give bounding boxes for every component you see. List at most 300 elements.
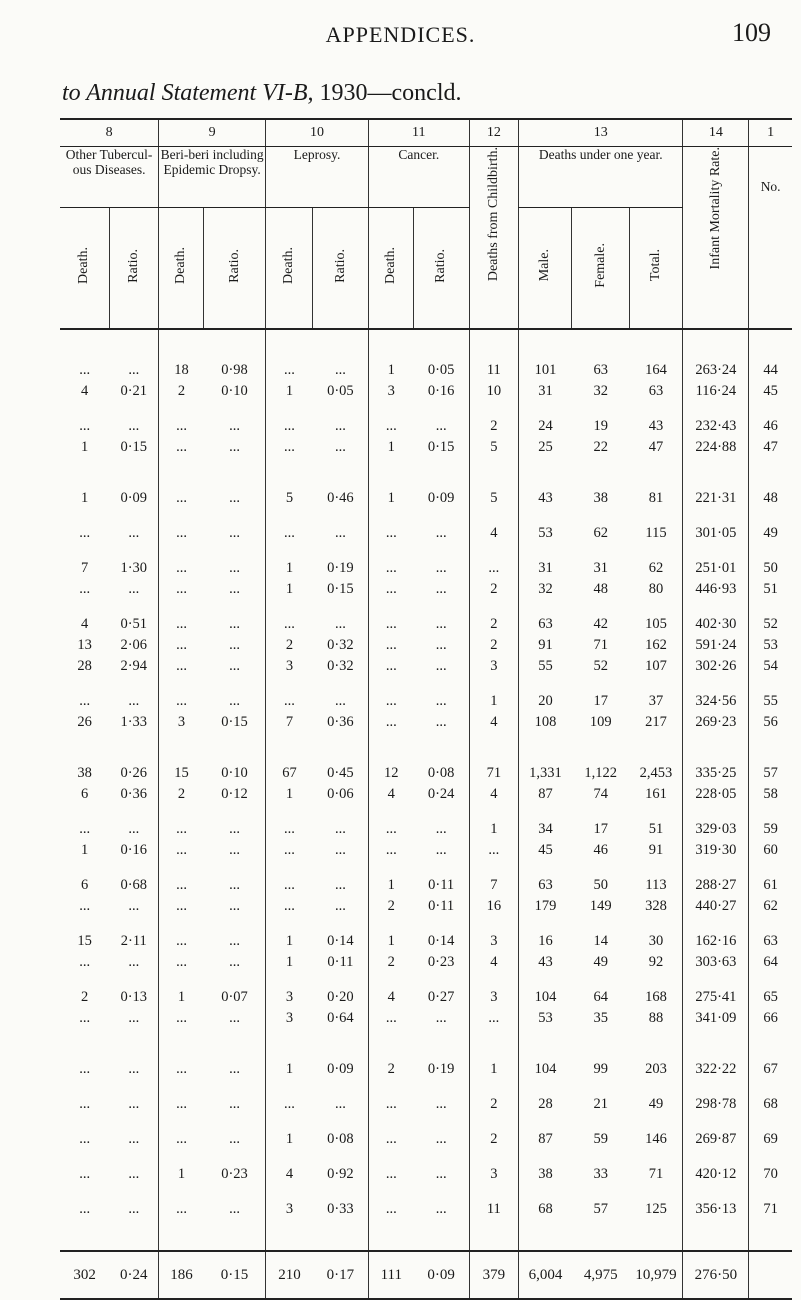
total-cell: 0·15 <box>204 1251 266 1299</box>
table-cell: 18 <box>159 360 204 381</box>
table-caption <box>62 80 462 107</box>
table-cell: 45 <box>749 381 792 402</box>
table-cell: ... <box>159 875 204 896</box>
spacer-row <box>60 1115 792 1129</box>
table-cell: 356·13 <box>683 1199 749 1220</box>
table-cell: 0·27 <box>427 989 455 1005</box>
table-cell: ... <box>368 635 413 656</box>
table-cell: 64 <box>749 952 792 973</box>
table-cell: 64 <box>593 989 608 1005</box>
table-cell: ... <box>266 416 313 437</box>
table-cell: ... <box>368 819 413 840</box>
col-number: 8 <box>60 119 159 147</box>
table-cell: ... <box>334 525 346 541</box>
table-cell: 63 <box>749 931 792 952</box>
table-cell: 0·15 <box>427 439 455 455</box>
table-cell: ... <box>79 581 91 597</box>
table-cell: 3 <box>469 656 518 677</box>
table-cell: 203 <box>645 1061 667 1077</box>
caption-year: 1930—concld. <box>319 80 462 106</box>
table-cell: ... <box>159 691 204 712</box>
table-cell: 1·33 <box>120 714 148 730</box>
table-cell: 0·09 <box>427 490 455 506</box>
table-cell: 1 <box>266 784 313 805</box>
table-cell: ... <box>229 418 240 434</box>
total-cell: 10,979 <box>630 1251 683 1299</box>
table-cell: 2 <box>81 989 89 1005</box>
header-under-one-year: Deaths under one year. <box>519 147 683 208</box>
sub-female: Female. <box>572 208 630 330</box>
table-cell: 3 <box>266 1008 313 1029</box>
table-cell: ... <box>435 1201 447 1217</box>
table-row <box>60 579 792 600</box>
table-cell: 420·12 <box>683 1164 749 1185</box>
spacer-row <box>60 917 792 931</box>
table-cell: ... <box>128 362 140 378</box>
table-cell: 232·43 <box>683 416 749 437</box>
table-cell: 1 <box>81 842 89 858</box>
spacer-row <box>60 733 792 763</box>
table-cell: ... <box>435 637 447 653</box>
table-cell: 51 <box>749 579 792 600</box>
table-cell: 168 <box>645 989 667 1005</box>
table-cell: 67 <box>749 1059 792 1080</box>
table-cell: 4 <box>469 784 518 805</box>
table-cell: 38 <box>77 765 92 781</box>
table-cell: 115 <box>645 525 667 541</box>
sub-death: Death. <box>159 208 204 330</box>
table-cell: ... <box>435 842 447 858</box>
table-cell: 0·19 <box>327 560 354 576</box>
total-cell: 6,004 <box>519 1251 572 1299</box>
table-cell: 2 <box>159 784 204 805</box>
table-cell: 0·32 <box>327 658 354 674</box>
sub-death: Death. <box>266 208 313 330</box>
table-cell: 58 <box>749 784 792 805</box>
table-cell: 69 <box>749 1129 792 1150</box>
table-cell: ... <box>368 656 413 677</box>
table-cell: 101 <box>519 360 572 381</box>
table-cell: 32 <box>593 383 608 399</box>
table-cell: 71 <box>648 1166 664 1182</box>
table-cell: 228·05 <box>683 784 749 805</box>
table-cell: 0·10 <box>221 383 248 399</box>
table-cell: 0·14 <box>427 933 455 949</box>
table-cell: 52 <box>593 658 608 674</box>
table-cell: ... <box>435 821 447 837</box>
table-cell: 3 <box>469 987 518 1008</box>
table-cell: ... <box>266 819 313 840</box>
table-cell: 68 <box>519 1199 572 1220</box>
table-cell: ... <box>159 656 204 677</box>
table-cell: 2 <box>469 416 518 437</box>
table-cell: 49 <box>593 954 608 970</box>
table-cell: 0·19 <box>427 1061 455 1077</box>
header-cancer: Cancer. <box>368 147 469 208</box>
table-cell: ... <box>368 1164 413 1185</box>
table-cell: ... <box>334 1096 346 1112</box>
table-cell: 301·05 <box>683 523 749 544</box>
total-cell: 379 <box>469 1251 518 1299</box>
table-cell: ... <box>435 525 447 541</box>
table-cell: ... <box>368 712 413 733</box>
table-row <box>60 614 792 635</box>
col-number: 12 <box>469 119 518 147</box>
total-cell: 0·17 <box>313 1251 369 1299</box>
table-cell: 16 <box>469 896 518 917</box>
table-cell: 44 <box>749 360 792 381</box>
table-cell: 0·12 <box>221 786 248 802</box>
table-row <box>60 416 792 437</box>
table-cell: ... <box>435 1096 447 1112</box>
table-cell: ... <box>229 1131 240 1147</box>
table-cell: 2 <box>469 579 518 600</box>
total-cell: 4,975 <box>572 1251 630 1299</box>
table-cell: 161 <box>645 786 667 802</box>
table-cell: 38 <box>519 1164 572 1185</box>
table-cell: 269·87 <box>683 1129 749 1150</box>
table-cell: 0·09 <box>120 490 148 506</box>
table-cell: 49 <box>648 1096 664 1112</box>
table-cell: 46 <box>749 416 792 437</box>
table-cell: 11 <box>469 360 518 381</box>
spacer-row <box>60 600 792 614</box>
table-cell: 62 <box>648 560 664 576</box>
table-cell: 43 <box>519 952 572 973</box>
table-cell: ... <box>334 821 346 837</box>
table-row <box>60 360 792 381</box>
table-cell: 48 <box>593 581 608 597</box>
table-cell: ... <box>79 898 91 914</box>
spacer-row <box>60 402 792 416</box>
table-cell: ... <box>229 560 240 576</box>
table-cell: 1 <box>81 490 89 506</box>
table-cell: 1 <box>469 691 518 712</box>
table-cell: 5 <box>469 437 518 458</box>
table-cell: 28 <box>519 1094 572 1115</box>
table-cell: ... <box>368 1094 413 1115</box>
table-row <box>60 437 792 458</box>
table-cell: 63 <box>648 383 664 399</box>
table-cell: 0·26 <box>120 765 148 781</box>
spacer-row <box>60 544 792 558</box>
table-cell: ... <box>368 840 413 861</box>
table-cell: 116·24 <box>683 381 749 402</box>
table-cell: ... <box>128 693 140 709</box>
table-cell: ... <box>159 1059 204 1080</box>
table-cell: 46 <box>593 842 608 858</box>
table-cell: 3 <box>469 1164 518 1185</box>
table-row <box>60 840 792 861</box>
table-cell: 0·23 <box>427 954 455 970</box>
table-cell: 1 <box>159 987 204 1008</box>
table-row <box>60 952 792 973</box>
table-cell: 0·09 <box>327 1061 354 1077</box>
table-cell: 6 <box>81 786 89 802</box>
total-cell: 111 <box>368 1251 413 1299</box>
table-cell: ... <box>334 439 346 455</box>
table-cell: 104 <box>519 987 572 1008</box>
table-cell: 3 <box>266 656 313 677</box>
table-cell: 1,331 <box>519 763 572 784</box>
table-row <box>60 381 792 402</box>
table-cell: ... <box>79 1096 91 1112</box>
group-header-row <box>60 147 792 208</box>
total-cell <box>749 1251 792 1299</box>
table-cell: ... <box>128 821 140 837</box>
table-cell: ... <box>266 875 313 896</box>
table-cell: ... <box>229 898 240 914</box>
spacer-row <box>60 1080 792 1094</box>
header-beriberi: Beri-beri including Epidemic Dropsy. <box>159 147 266 208</box>
spacer-row <box>60 677 792 691</box>
spacer-row <box>60 329 792 360</box>
spacer-row <box>60 458 792 488</box>
table-cell: 91 <box>648 842 664 858</box>
header-childbirth-label: Deaths from Childbirth. <box>486 147 502 282</box>
table-cell: 0·08 <box>327 1131 354 1147</box>
table-cell: 1 <box>266 1059 313 1080</box>
table-cell: 591·24 <box>683 635 749 656</box>
table-cell: 0·15 <box>327 581 354 597</box>
table-cell: ... <box>229 658 240 674</box>
table-cell: 2 <box>159 381 204 402</box>
table-cell: 30 <box>648 933 664 949</box>
table-cell: ... <box>368 416 413 437</box>
table-cell: 0·98 <box>221 362 248 378</box>
table-cell: 74 <box>593 786 608 802</box>
table-cell: 17 <box>593 821 608 837</box>
table-cell: 0·06 <box>327 786 354 802</box>
table-cell: 263·24 <box>683 360 749 381</box>
table-cell: 0·21 <box>120 383 148 399</box>
header-leprosy: Leprosy. <box>266 147 369 208</box>
sub-death: Death. <box>368 208 413 330</box>
table-cell: ... <box>435 560 447 576</box>
table-cell: ... <box>159 1129 204 1150</box>
table-cell: ... <box>334 898 346 914</box>
table-cell: 7 <box>266 712 313 733</box>
table-cell: ... <box>435 714 447 730</box>
table-cell: ... <box>128 954 140 970</box>
table-cell: 67 <box>266 763 313 784</box>
table-cell: 55 <box>519 656 572 677</box>
spacer-row <box>60 509 792 523</box>
table-cell: ... <box>79 1010 91 1026</box>
table-cell: 4 <box>81 383 89 399</box>
table-cell: ... <box>368 523 413 544</box>
table-cell: 52 <box>749 614 792 635</box>
table-body <box>60 329 792 1299</box>
table-cell: ... <box>128 525 140 541</box>
table-cell: ... <box>79 954 91 970</box>
table-cell: 0·05 <box>327 383 354 399</box>
table-cell: ... <box>229 637 240 653</box>
table-cell: ... <box>159 579 204 600</box>
table-row <box>60 1059 792 1080</box>
table-cell: 1 <box>266 931 313 952</box>
table-cell: 88 <box>648 1010 664 1026</box>
table-cell: 107 <box>645 658 667 674</box>
table-cell: ... <box>368 691 413 712</box>
table-cell: 63 <box>593 362 608 378</box>
table-cell: 11 <box>469 1199 518 1220</box>
table-cell: ... <box>435 418 447 434</box>
table-cell: 446·93 <box>683 579 749 600</box>
sub-ratio: Ratio. <box>414 208 470 330</box>
table-cell: 38 <box>593 490 608 506</box>
table-cell: 269·23 <box>683 712 749 733</box>
sub-header-row <box>60 208 792 330</box>
caption-prefix: to Annual Statement VI-B, <box>62 80 314 106</box>
table-cell: ... <box>128 581 140 597</box>
table-row <box>60 558 792 579</box>
table-cell: 1 <box>368 875 413 896</box>
table-cell: 1·30 <box>120 560 148 576</box>
table-cell: 1 <box>266 952 313 973</box>
table-cell: ... <box>435 1166 447 1182</box>
table-row <box>60 656 792 677</box>
table-cell: 1 <box>81 439 89 455</box>
table-cell: ... <box>159 437 204 458</box>
table-cell: 2 <box>469 614 518 635</box>
table-cell: 0·10 <box>221 765 248 781</box>
total-cell: 0·09 <box>414 1251 470 1299</box>
running-head: APPENDICES. <box>325 22 476 47</box>
totals-row <box>60 1251 792 1299</box>
table-cell: 2 <box>368 952 413 973</box>
total-cell: 302 <box>60 1251 109 1299</box>
table-cell: 440·27 <box>683 896 749 917</box>
table-cell: ... <box>128 1131 140 1147</box>
table-cell: 71 <box>469 763 518 784</box>
table-cell: ... <box>128 1010 140 1026</box>
table-cell: 164 <box>645 362 667 378</box>
table-cell: 12 <box>368 763 413 784</box>
table-cell: 87 <box>519 784 572 805</box>
table-cell: 55 <box>749 691 792 712</box>
table-cell: 2 <box>368 896 413 917</box>
table-cell: ... <box>229 616 240 632</box>
table-cell: ... <box>266 1094 313 1115</box>
table-cell: ... <box>229 693 240 709</box>
table-cell: 319·30 <box>683 840 749 861</box>
table-cell: 0·15 <box>120 439 148 455</box>
table-cell: ... <box>229 490 240 506</box>
table-cell: 0·13 <box>120 989 148 1005</box>
table-cell: ... <box>229 842 240 858</box>
table-cell: 0·92 <box>327 1166 354 1182</box>
table-cell: 224·88 <box>683 437 749 458</box>
table-cell: 0·11 <box>428 877 455 893</box>
table-cell: 15 <box>77 933 92 949</box>
table-cell: 71 <box>749 1199 792 1220</box>
table-cell: 1 <box>368 931 413 952</box>
table-cell: 15 <box>159 763 204 784</box>
table-cell: ... <box>334 842 346 858</box>
table-cell: 66 <box>749 1008 792 1029</box>
table-cell: 0·36 <box>327 714 354 730</box>
table-cell: 7 <box>469 875 518 896</box>
table-cell: 56 <box>749 712 792 733</box>
table-cell: ... <box>128 1096 140 1112</box>
table-cell: ... <box>159 840 204 861</box>
table-cell: 50 <box>593 877 608 893</box>
table-cell: ... <box>368 614 413 635</box>
table-cell: 21 <box>593 1096 608 1112</box>
table-cell: 10 <box>469 381 518 402</box>
table-cell: 288·27 <box>683 875 749 896</box>
sub-total: Total. <box>630 208 683 330</box>
column-number-row <box>60 119 792 147</box>
table-row <box>60 931 792 952</box>
total-cell: 186 <box>159 1251 204 1299</box>
table-cell: 4 <box>469 523 518 544</box>
header-childbirth <box>469 147 518 330</box>
table-cell: 14 <box>593 933 608 949</box>
table-cell: 65 <box>749 987 792 1008</box>
table-cell: 28 <box>77 658 92 674</box>
table-cell: 32 <box>519 579 572 600</box>
table-cell: ... <box>435 693 447 709</box>
table-cell: 53 <box>519 523 572 544</box>
table-cell: 109 <box>589 714 612 730</box>
table-row <box>60 896 792 917</box>
table-cell: 19 <box>593 418 608 434</box>
table-cell: ... <box>266 896 313 917</box>
table-cell: 99 <box>593 1061 608 1077</box>
table-cell: ... <box>79 1166 91 1182</box>
table-cell: ... <box>128 1166 140 1182</box>
table-cell: ... <box>229 1201 240 1217</box>
table-cell: 81 <box>648 490 664 506</box>
table-cell: 0·08 <box>427 765 455 781</box>
page-number: 109 <box>732 18 771 47</box>
sub-male: Male. <box>519 208 572 330</box>
table-cell: ... <box>79 418 91 434</box>
table-cell: ... <box>229 439 240 455</box>
total-cell: 210 <box>266 1251 313 1299</box>
table-cell: 45 <box>519 840 572 861</box>
table-cell: 34 <box>519 819 572 840</box>
sub-ratio: Ratio. <box>204 208 266 330</box>
table-row <box>60 987 792 1008</box>
table-cell: 71 <box>593 637 608 653</box>
table-cell: 4 <box>81 616 89 632</box>
table-cell: 0·11 <box>327 954 354 970</box>
table-cell: 125 <box>645 1201 667 1217</box>
table-cell: 2·06 <box>120 637 148 653</box>
table-cell: 328 <box>645 898 667 914</box>
table-cell: ... <box>266 614 313 635</box>
header-other-tuberculous: Other Tubercul- ous Diseases. <box>60 147 159 208</box>
table-cell: ... <box>159 896 204 917</box>
table-row <box>60 784 792 805</box>
table-cell: 62 <box>749 896 792 917</box>
total-cell: 276·50 <box>683 1251 749 1299</box>
table-cell: ... <box>435 616 447 632</box>
table-row <box>60 819 792 840</box>
table-cell: 47 <box>648 439 664 455</box>
table-cell: 335·25 <box>683 763 749 784</box>
spacer-row <box>60 1029 792 1059</box>
table-cell: 60 <box>749 840 792 861</box>
table-cell: ... <box>159 931 204 952</box>
table-row <box>60 1008 792 1029</box>
table-cell: 43 <box>519 488 572 509</box>
table-cell: 1 <box>159 1164 204 1185</box>
table-cell: ... <box>469 840 518 861</box>
